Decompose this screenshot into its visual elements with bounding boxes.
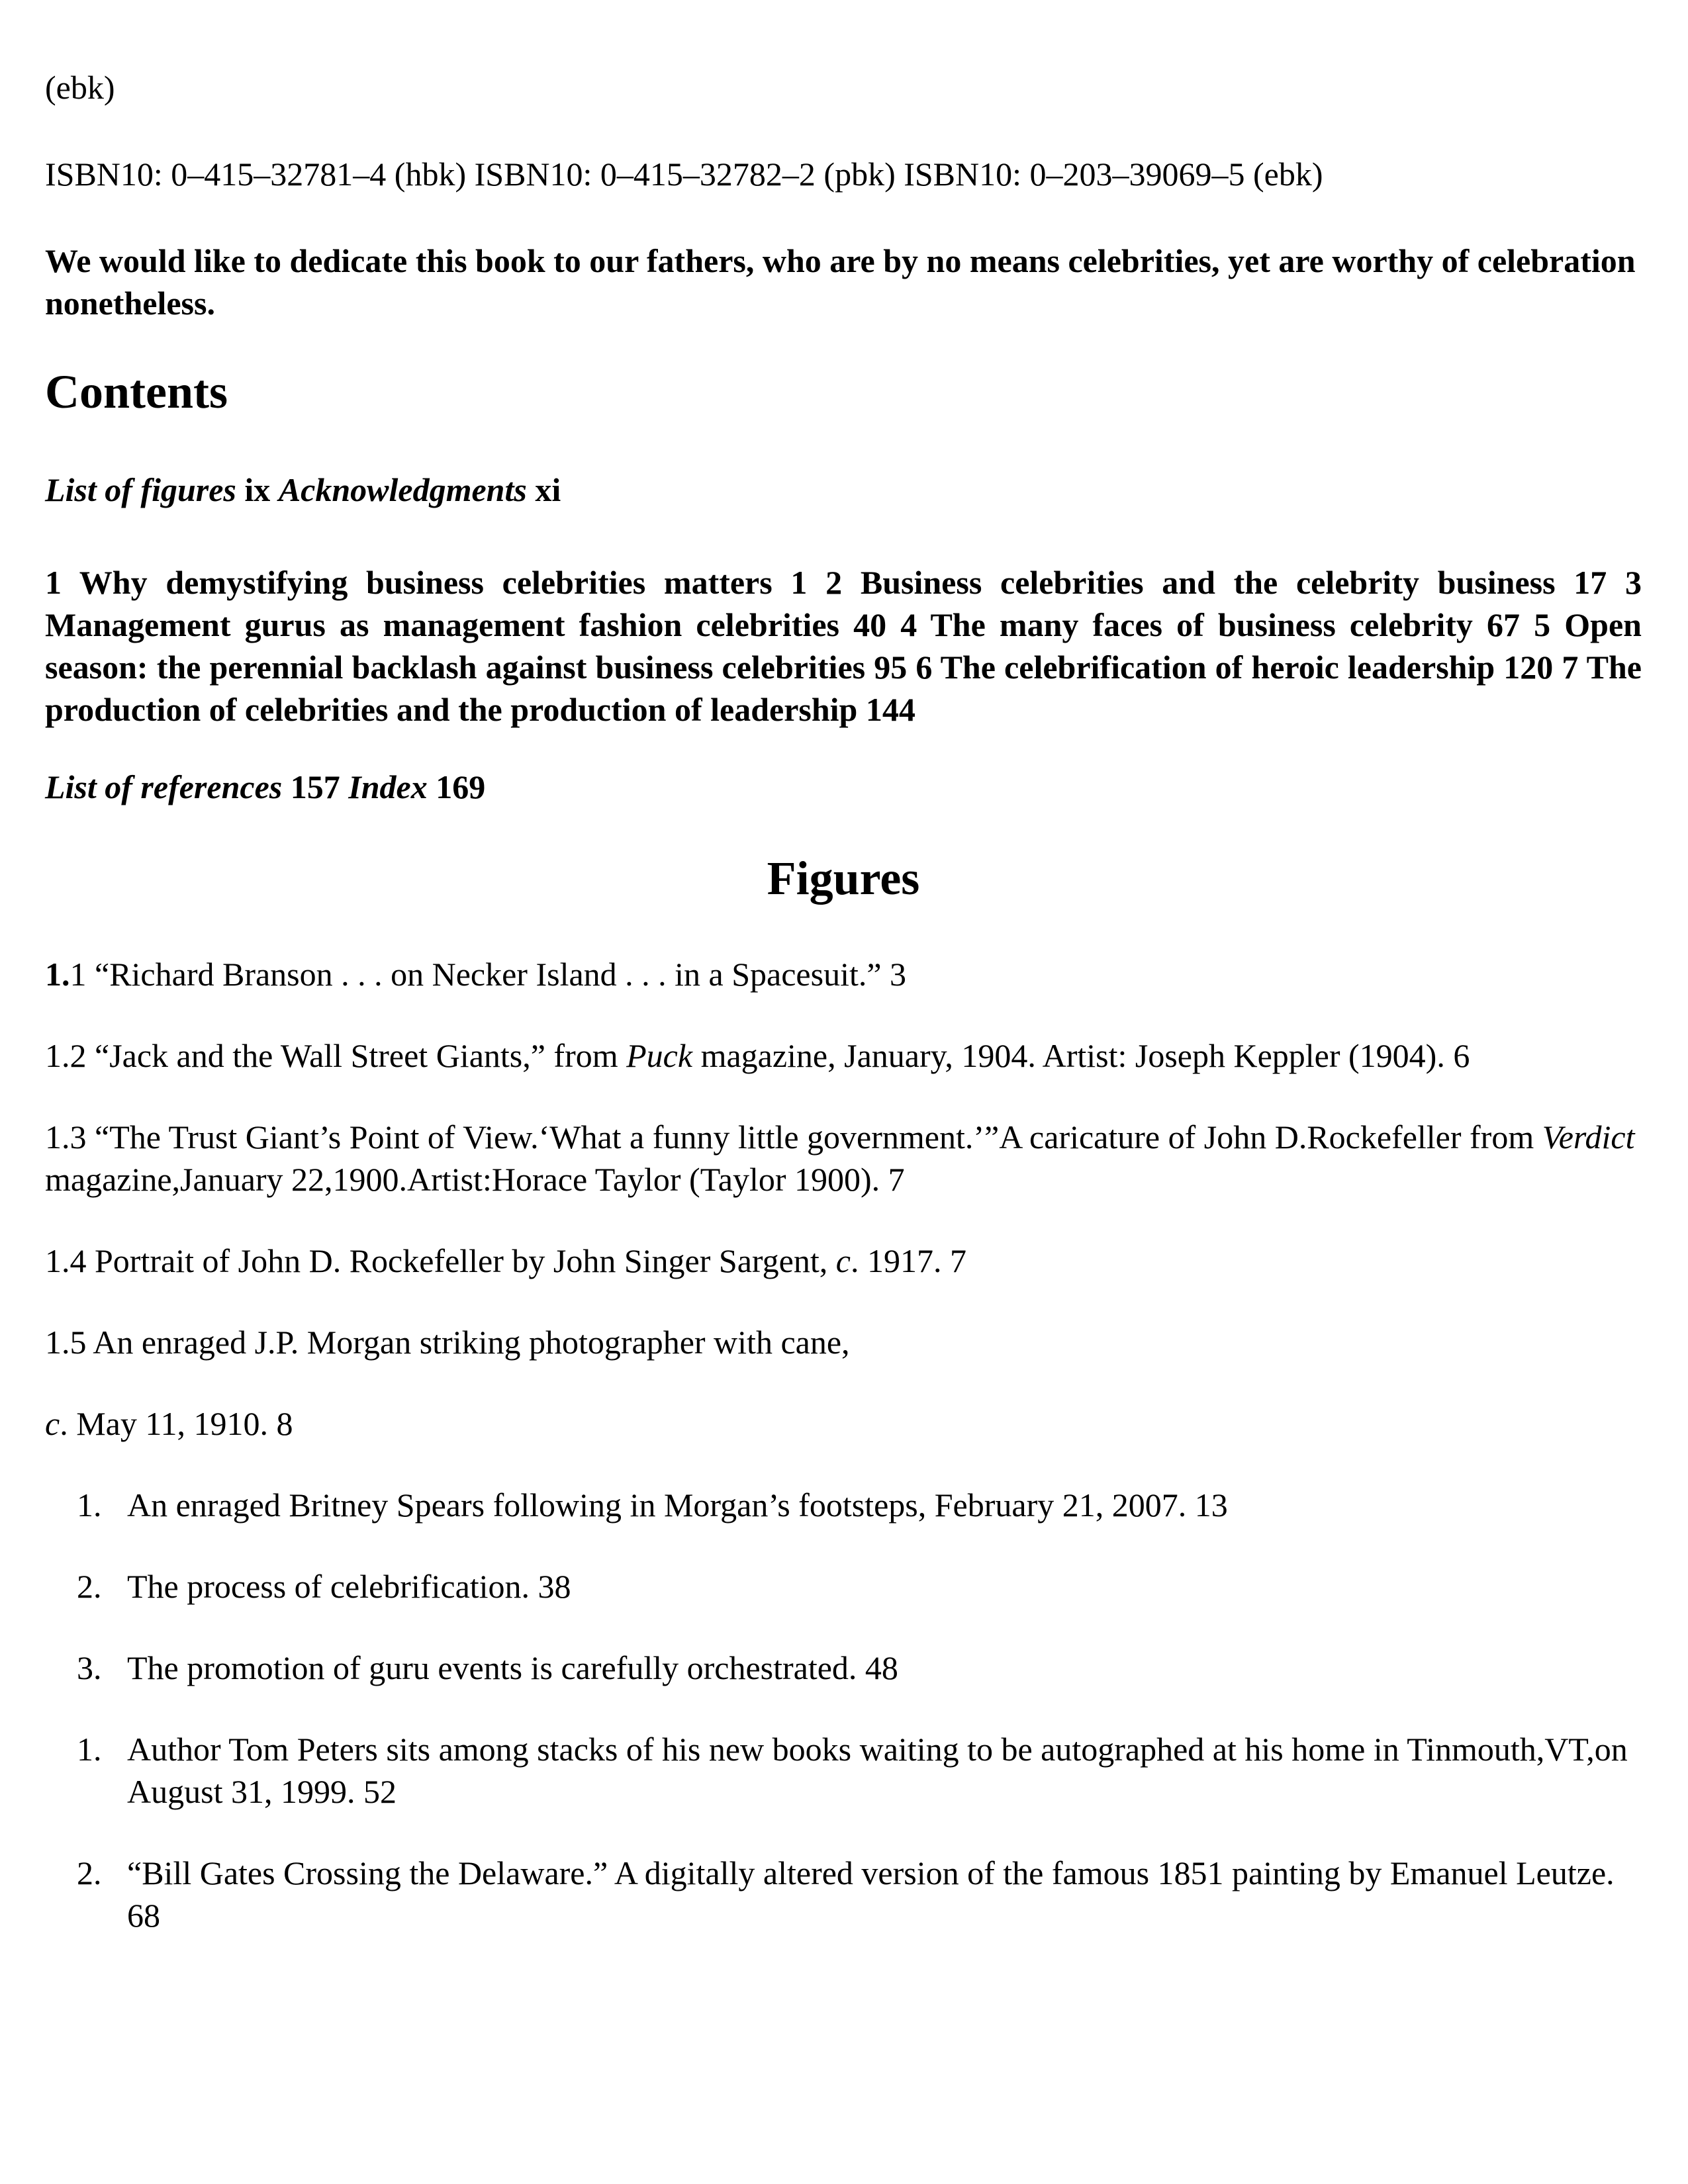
figure-entry-text: . May 11, 1910. 8: [60, 1405, 293, 1442]
isbn-line: ISBN10: 0–415–32781–4 (hbk) ISBN10: 0–415–32782–2 (pbk) ISBN10: 0–203–39069–5 (ebk): [45, 156, 1323, 193]
list-item-text: “Bill Gates Crossing the Delaware.” A digitally altered version of the famous 1851 painting by Emanuel Leutze. 68: [127, 1854, 1615, 1934]
figure-entry-1-4: [45, 1240, 1642, 1282]
figure-list-a: [45, 1484, 1642, 1689]
index-link[interactable]: Index: [348, 768, 428, 805]
figure-entry-1-2: [45, 1034, 1642, 1077]
contents-front-entries: [45, 469, 1642, 511]
list-item-number: 2.: [77, 1854, 102, 1891]
figure-entry-1-5-continuation: [45, 1402, 1642, 1445]
list-item-number: 1.: [77, 1731, 102, 1768]
list-item: [45, 1647, 1642, 1689]
figure-entry-text: magazine,January 22,1900.Artist:Horace Taylor (Taylor 1900). 7: [45, 1161, 905, 1198]
dedication: We would like to dedicate this book to our fathers, who are by no means celebrities, yet are worthy of celebration nonetheless.: [45, 242, 1636, 322]
book-page: [45, 66, 1642, 1976]
figure-entry-text: 1.3 “The Trust Giant’s Point of View.‘What a funny little government.’”A caricature of John D.Rockefeller from: [45, 1118, 1542, 1156]
index-page: 169: [436, 768, 486, 805]
figure-entry-1-1: [45, 953, 1642, 995]
chapter-list: 1 Why demystifying business celebrities matters 1 2 Business celebrities and the celebrity business 17 3 Management gurus as management fashion celebrities 40 4 The many faces of business celebrity 67 5 Open season: the perennial backlash against business celebrities 95 6 The celebrification of heroic leadership 120 7 The production of celebrities and the production of leadership 144: [45, 564, 1642, 728]
figure-list-b: [45, 1728, 1642, 1936]
figure-entry-text: . 1917. 7: [850, 1242, 966, 1279]
figure-entry-text: 1 “Richard Branson . . . on Necker Island . . . in a Spacesuit.” 3: [70, 956, 907, 993]
contents-heading: Contents: [45, 365, 228, 418]
figure-entry-1-3: [45, 1116, 1642, 1201]
ebk-line: (ebk): [45, 69, 115, 106]
figure-entry-bold-prefix: 1.: [45, 956, 70, 993]
figure-entry-text: magazine, January, 1904. Artist: Joseph Keppler (1904). 6: [692, 1037, 1470, 1074]
list-of-references-link[interactable]: List of references: [45, 768, 283, 805]
list-item: [45, 1484, 1642, 1526]
acknowledgments-link[interactable]: Acknowledgments: [278, 471, 527, 508]
list-of-references-page: 157: [290, 768, 340, 805]
figure-entry-text: 1.2 “Jack and the Wall Street Giants,” from: [45, 1037, 627, 1074]
list-item: [45, 1565, 1642, 1608]
list-item-text: An enraged Britney Spears following in Morgan’s footsteps, February 21, 2007. 13: [127, 1486, 1228, 1524]
acknowledgments-page: xi: [535, 471, 561, 508]
figure-entry-italic: Verdict: [1542, 1118, 1635, 1156]
figure-entry-1-5: 1.5 An enraged J.P. Morgan striking photographer with cane,: [45, 1324, 850, 1361]
list-item-number: 3.: [77, 1649, 102, 1686]
list-item-text: Author Tom Peters sits among stacks of his new books waiting to be autographed at his home in Tinmouth,VT,on August 31, 1999. 52: [127, 1731, 1628, 1810]
figure-entry-italic: c: [835, 1242, 851, 1279]
list-item: [45, 1728, 1642, 1813]
list-item-number: 1.: [77, 1486, 102, 1524]
figure-entry-italic: c: [45, 1405, 60, 1442]
list-of-figures-page: ix: [244, 471, 271, 508]
list-item: [45, 1852, 1642, 1936]
list-item-text: The process of celebrification. 38: [127, 1568, 571, 1605]
list-item-number: 2.: [77, 1568, 102, 1605]
list-of-figures-link[interactable]: List of figures: [45, 471, 236, 508]
figure-entry-text: 1.4 Portrait of John D. Rockefeller by John Singer Sargent,: [45, 1242, 836, 1279]
figure-entry-italic: Puck: [626, 1037, 693, 1074]
contents-back-entries: [45, 766, 1642, 808]
list-item-text: The promotion of guru events is carefully orchestrated. 48: [127, 1649, 898, 1686]
figures-heading: Figures: [767, 852, 920, 905]
